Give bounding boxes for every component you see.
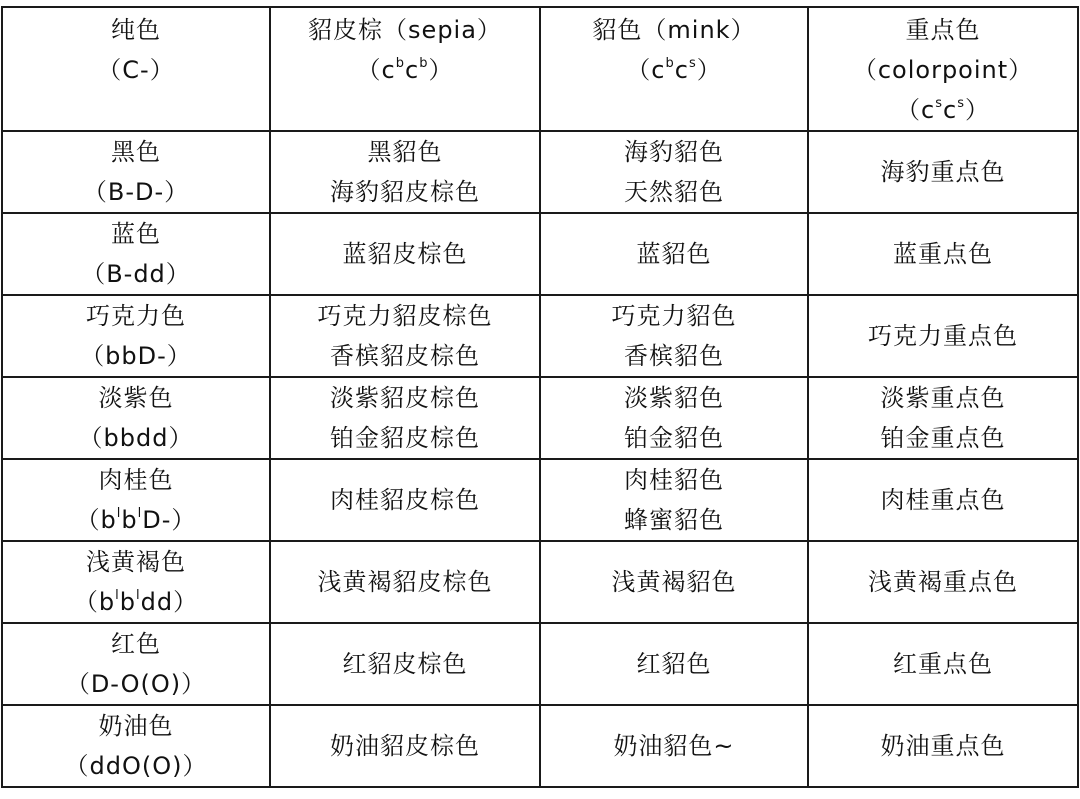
sepia-alt-name: 铂金貂皮棕色 <box>330 424 480 452</box>
base-color-genotype: $(b^lb^lD-)$ <box>75 506 197 534</box>
mink-alt-name: 天然貂色 <box>624 178 724 206</box>
base-color-name: 蓝色 <box>111 220 161 248</box>
header-label: 重点色 <box>905 16 981 44</box>
colorpoint-name: 肉桂重点色 <box>880 486 1006 514</box>
sepia-name: 巧克力貂皮棕色 <box>317 302 493 330</box>
colorpoint-cell <box>808 213 1078 295</box>
mink-cell <box>540 705 808 787</box>
table-row <box>2 377 1078 459</box>
header-cell-sepia <box>270 7 540 131</box>
header-label: 貂皮棕（sepia） <box>308 16 502 44</box>
colorpoint-alt-name: 铂金重点色 <box>880 424 1006 452</box>
sepia-alt-name: 香槟貂皮棕色 <box>330 342 480 370</box>
base-color-name: 巧克力色 <box>86 302 186 330</box>
mink-name: 海豹貂色 <box>624 138 724 166</box>
base-color-name: 奶油色 <box>98 712 174 740</box>
base-color-cell <box>2 459 270 541</box>
colorpoint-name: 奶油重点色 <box>880 732 1006 760</box>
colorpoint-cell <box>808 541 1078 623</box>
header-genotype: $(c^bc^b)$ <box>356 56 454 84</box>
colorpoint-cell <box>808 131 1078 213</box>
table-row <box>2 705 1078 787</box>
colorpoint-cell <box>808 459 1078 541</box>
base-color-name: 浅黄褐色 <box>86 548 186 576</box>
mink-name: 红貂色 <box>636 650 712 678</box>
colorpoint-name: 巧克力重点色 <box>868 322 1018 350</box>
sepia-cell <box>270 623 540 705</box>
sepia-cell <box>270 459 540 541</box>
mink-name: 淡紫貂色 <box>624 384 724 412</box>
base-color-cell <box>2 377 270 459</box>
sepia-cell <box>270 541 540 623</box>
mink-name: 蓝貂色 <box>636 240 712 268</box>
mink-cell <box>540 295 808 377</box>
header-genotype: $(c^sc^s)$ <box>896 96 990 124</box>
base-color-genotype: （B-D-） <box>82 178 190 206</box>
base-color-genotype: （bbdd） <box>78 424 194 452</box>
sepia-cell <box>270 213 540 295</box>
base-color-genotype: $(b^lb^ldd)$ <box>73 588 199 616</box>
mink-name: 浅黄褐貂色 <box>611 568 737 596</box>
header-cell-colorpoint <box>808 7 1078 131</box>
mink-alt-name: 铂金貂色 <box>624 424 724 452</box>
sepia-name: 淡紫貂皮棕色 <box>330 384 480 412</box>
mink-cell <box>540 541 808 623</box>
header-label-english: （colorpoint） <box>852 56 1034 84</box>
header-genotype: $(c^bc^s)$ <box>626 56 722 84</box>
mink-cell <box>540 623 808 705</box>
colorpoint-name: 淡紫重点色 <box>880 384 1006 412</box>
base-color-cell <box>2 705 270 787</box>
colorpoint-cell <box>808 295 1078 377</box>
mink-name: 巧克力貂色 <box>611 302 737 330</box>
base-color-name: 黑色 <box>111 138 161 166</box>
base-color-genotype: （B-dd） <box>81 260 191 288</box>
base-color-name: 淡紫色 <box>98 384 174 412</box>
mink-cell <box>540 131 808 213</box>
sepia-name: 肉桂貂皮棕色 <box>330 486 480 514</box>
base-color-cell <box>2 623 270 705</box>
table-row <box>2 541 1078 623</box>
sepia-cell <box>270 377 540 459</box>
header-label: 纯色 <box>111 16 161 44</box>
base-color-name: 红色 <box>111 630 161 658</box>
header-genotype: （C-） <box>97 56 175 84</box>
sepia-alt-name: 海豹貂皮棕色 <box>330 178 480 206</box>
colorpoint-name: 浅黄褐重点色 <box>868 568 1018 596</box>
base-color-name: 肉桂色 <box>98 466 174 494</box>
base-color-cell <box>2 131 270 213</box>
table-row <box>2 459 1078 541</box>
base-color-cell <box>2 295 270 377</box>
mink-name: 奶油貂色~ <box>613 732 735 760</box>
sepia-cell <box>270 705 540 787</box>
mink-cell <box>540 459 808 541</box>
colorpoint-name: 红重点色 <box>893 650 993 678</box>
colorpoint-name: 海豹重点色 <box>880 158 1006 186</box>
table-header-row <box>2 7 1078 131</box>
sepia-cell <box>270 295 540 377</box>
mink-cell <box>540 377 808 459</box>
base-color-cell <box>2 213 270 295</box>
mink-alt-name: 香槟貂色 <box>624 342 724 370</box>
header-cell-mink <box>540 7 808 131</box>
header-cell-solid <box>2 7 270 131</box>
base-color-genotype: （D-O(O)） <box>65 670 207 698</box>
header-label: 貂色（mink） <box>592 16 756 44</box>
colorpoint-cell <box>808 377 1078 459</box>
mink-alt-name: 蜂蜜貂色 <box>624 506 724 534</box>
mink-cell <box>540 213 808 295</box>
sepia-name: 奶油貂皮棕色 <box>330 732 480 760</box>
sepia-name: 蓝貂皮棕色 <box>342 240 468 268</box>
base-color-genotype: （ddO(O)） <box>64 752 208 780</box>
sepia-name: 红貂皮棕色 <box>342 650 468 678</box>
colorpoint-cell <box>808 705 1078 787</box>
base-color-cell <box>2 541 270 623</box>
sepia-name: 黑貂色 <box>367 138 443 166</box>
mink-name: 肉桂貂色 <box>624 466 724 494</box>
base-color-genotype: （bbD-） <box>80 342 192 370</box>
table-row <box>2 213 1078 295</box>
cat-color-genetics-table <box>1 6 1079 788</box>
table-row <box>2 295 1078 377</box>
colorpoint-name: 蓝重点色 <box>893 240 993 268</box>
table-row <box>2 131 1078 213</box>
sepia-cell <box>270 131 540 213</box>
colorpoint-cell <box>808 623 1078 705</box>
sepia-name: 浅黄褐貂皮棕色 <box>317 568 493 596</box>
table-row <box>2 623 1078 705</box>
